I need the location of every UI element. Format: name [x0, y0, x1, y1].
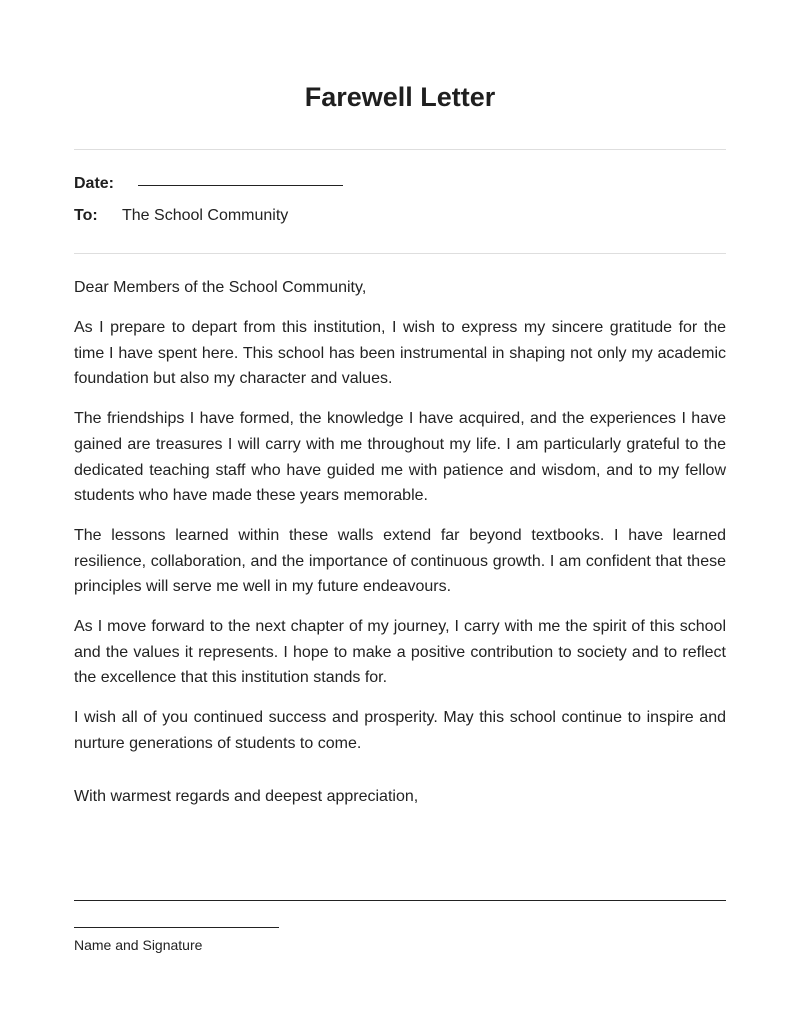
- body-paragraph-2: The friendships I have formed, the knowledge I have acquired, and the experiences I have gained are treasures I will carry with me throughout my life. I am particularly grateful to the dedicated teaching staff who have guided me with patience and wisdom, and to my fellow students who have made these years memorable.: [74, 410, 726, 505]
- date-field[interactable]: [138, 171, 343, 186]
- to-label: To:: [74, 207, 98, 224]
- meta-divider: [74, 253, 726, 254]
- body-paragraph-5: I wish all of you continued success and prosperity. May this school continue to inspire and nurture generations of students to come.: [74, 709, 726, 752]
- header-divider: [74, 149, 726, 150]
- letter-body: [74, 278, 726, 807]
- signature-line[interactable]: [74, 900, 726, 901]
- name-line[interactable]: [74, 927, 279, 928]
- body-paragraph-4: As I move forward to the next chapter of my journey, I carry with me the spirit of this school and the values it represents. I hope to make a positive contribution to society and to reflect the excellence that this institution stands for.: [74, 618, 726, 687]
- salutation: Dear Members of the School Community,: [74, 279, 367, 296]
- signature-block: [74, 900, 726, 953]
- body-paragraph-1: As I prepare to depart from this institution, I wish to express my sincere gratitude for the time I have spent here. This school has been instrumental in shaping not only my academic foundation but also my character and values.: [74, 319, 726, 388]
- letter-meta: [74, 173, 726, 226]
- page-title: Farewell Letter: [304, 82, 496, 112]
- date-label: Date:: [74, 175, 115, 192]
- signature-label: Name and Signature: [74, 937, 203, 953]
- closing-line: With warmest regards and deepest appreciation,: [74, 787, 419, 805]
- to-row: [74, 206, 726, 226]
- body-paragraph-3: The lessons learned within these walls extend far beyond textbooks. I have learned resilience, collaboration, and the importance of continuous growth. I am confident that these principles will serve me well in my future endeavours.: [74, 526, 726, 596]
- recipient-value: The School Community: [122, 207, 289, 224]
- date-row: [74, 173, 726, 193]
